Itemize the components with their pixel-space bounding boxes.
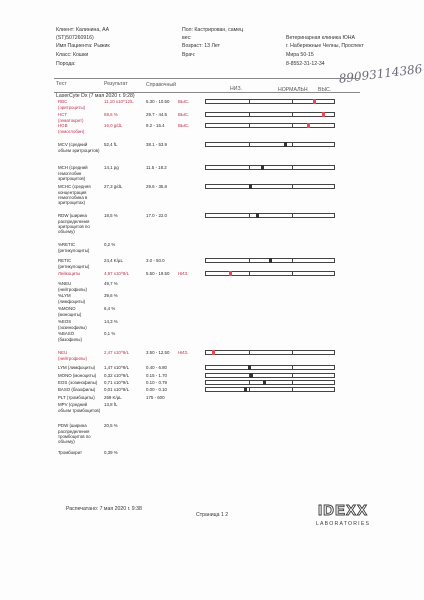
range-boundary — [249, 271, 250, 276]
range-boundary — [249, 142, 250, 147]
result-marker — [229, 271, 232, 276]
col-high: ВЫС. — [318, 87, 332, 93]
clinic-name: Ветеринарная клиника ЮНА — [286, 35, 355, 41]
pet-sex: Пол: Кастрирован, самец — [182, 27, 244, 33]
test-subtitle: (нейтрофилы) — [58, 356, 87, 361]
result-marker — [322, 112, 325, 117]
range-boundary — [249, 350, 250, 355]
pet-class: Класс: Кошки — [56, 52, 89, 58]
handwritten-phone: 89093114386 — [338, 61, 424, 86]
test-name: EOS (эозинофилы) — [58, 380, 98, 385]
range-boundary — [249, 213, 250, 218]
test-name: BASO (базофилы) — [58, 387, 96, 392]
test-name: MONO (моноциты) — [58, 373, 97, 378]
range-boundary — [292, 142, 293, 147]
result-marker — [249, 184, 252, 189]
test-reference: 0.00 - 0.10 — [146, 387, 167, 392]
test-name: %EOS — [58, 319, 72, 324]
test-reference: 5.50 - 19.50 — [146, 271, 170, 276]
test-name: RETIC — [58, 258, 72, 263]
result-marker — [313, 99, 316, 104]
test-reference: 0.15 - 1.70 — [146, 373, 167, 378]
test-subtitle: объем тромбоцитов) — [58, 408, 101, 413]
clinic-address-2: Мира 50-15 — [286, 52, 314, 58]
test-value: 14,3 % — [104, 319, 118, 324]
test-value: 20,5 % — [104, 423, 118, 428]
range-scale — [205, 165, 335, 170]
test-value: 0,39 % — [104, 450, 118, 455]
test-name: RDW (ширина — [58, 213, 87, 218]
test-subtitle: (моноциты) — [58, 312, 82, 317]
range-scale — [205, 380, 335, 385]
test-value: 16,0 g/dL — [104, 123, 123, 128]
test-value: 269 K/µL — [104, 395, 122, 400]
test-reference: 11.5 - 18.2 — [146, 165, 167, 170]
clinic-phone: 8-8552-31-12-34 — [286, 61, 325, 67]
test-name: HGB — [58, 123, 68, 128]
col-result: Результат — [104, 81, 128, 87]
range-boundary — [249, 387, 250, 392]
test-reference: 29.6 - 35.8 — [146, 184, 167, 189]
test-value: 27,3 g/dL — [104, 184, 123, 189]
test-subtitle: гемоглобин эритроцитов) — [58, 171, 86, 181]
test-subtitle: (базофилы) — [58, 337, 82, 342]
range-scale — [205, 123, 335, 128]
pet-weight: вес: — [182, 35, 192, 41]
col-test: Тест — [56, 81, 67, 87]
doctor: Врач: — [182, 52, 196, 58]
test-subtitle: распределения эритроцитов по объему) — [58, 219, 90, 234]
client-name: Клиент: Калинина, АА — [56, 27, 110, 33]
header-divider — [54, 78, 360, 79]
test-flag: ВЫС. — [178, 99, 190, 104]
test-value: 0,32 x10^9/L — [104, 373, 130, 378]
result-marker — [250, 373, 253, 378]
range-boundary — [292, 365, 293, 370]
range-boundary — [292, 258, 293, 263]
test-name: %BASO — [58, 331, 75, 336]
test-value: 39,6 % — [104, 293, 118, 298]
logo-subtitle: LABORATORIES — [315, 521, 371, 527]
test-name: MCV (средний — [58, 142, 88, 147]
pet-breed: Породa: — [56, 61, 76, 67]
result-marker — [307, 123, 310, 128]
test-flag: НИЗ. — [178, 271, 189, 276]
test-value: 14,1 pg — [104, 165, 119, 170]
test-value: 1,47 x10^9/L — [104, 365, 130, 370]
client-id: (ST)507260916) — [56, 35, 94, 41]
test-name: %MONO — [58, 306, 76, 311]
test-name: RBC — [58, 99, 68, 104]
col-normal: НОРМАЛЬН — [278, 87, 308, 93]
test-name: %LYM — [58, 293, 71, 298]
test-subtitle: (эритроциты) — [58, 105, 86, 110]
test-value: 0,2 % — [104, 242, 116, 247]
test-subtitle: распределения тромбоцитов по объему) — [58, 429, 91, 444]
test-reference: 5.30 - 10.50 — [146, 99, 170, 104]
range-boundary — [292, 271, 293, 276]
range-boundary — [249, 165, 250, 170]
test-name: MCH (средний — [58, 165, 88, 170]
range-boundary — [249, 380, 250, 385]
test-value: 49,7 % — [104, 281, 118, 286]
range-boundary — [292, 380, 293, 385]
test-value: 0,71 x10^9/L — [104, 380, 130, 385]
test-value: 0,1 % — [104, 331, 116, 336]
test-subtitle: концентрация гемоглобина в эритроцитах) — [58, 190, 88, 205]
test-name: PLT (тромбоциты) — [58, 395, 95, 400]
range-scale — [205, 350, 335, 355]
test-reference: 3.50 - 12.50 — [146, 350, 170, 355]
test-name: Лейкоциты — [58, 271, 81, 276]
test-name: MCHC (средняя — [58, 184, 91, 189]
test-flag: ВЫС. — [178, 112, 190, 117]
test-name: MPV (средний — [58, 402, 88, 407]
test-value: 4,97 x10^9/L — [104, 271, 130, 276]
test-name: %RETIC — [58, 242, 76, 247]
result-marker — [269, 258, 272, 263]
idexx-logo — [315, 500, 371, 535]
page-number: Страница 1 2 — [196, 512, 229, 518]
result-marker — [244, 387, 247, 392]
clinic-address-1: г. Набережные Челны, Проспект — [286, 43, 364, 49]
range-boundary — [249, 123, 250, 128]
range-scale — [205, 258, 335, 263]
test-name: LYM (лимфоциты) — [58, 365, 96, 370]
test-value: 18,5 % — [104, 213, 118, 218]
test-subtitle: (ретикулоциты) — [58, 264, 90, 269]
range-scale — [205, 142, 335, 147]
result-marker — [256, 213, 259, 218]
test-reference: 0.40 - 6.80 — [146, 365, 167, 370]
range-boundary — [249, 99, 250, 104]
test-subtitle: (эозинофилы) — [58, 325, 87, 330]
test-value: 52,4 fL — [104, 142, 118, 147]
test-value: 0,01 x10^9/L — [104, 387, 130, 392]
logo-wordmark: IDEXX — [317, 502, 369, 519]
test-subtitle: (гемоглобин) — [58, 129, 85, 134]
test-subtitle: (гематокрит) — [58, 118, 84, 123]
test-value: 11,10 x10^12/L — [104, 99, 134, 104]
result-marker — [284, 142, 287, 147]
range-scale — [205, 387, 335, 392]
test-reference: 38.1 - 53.9 — [146, 142, 167, 147]
test-name: Тромбокрит — [58, 450, 83, 455]
test-value: 6,4 % — [104, 306, 116, 311]
range-boundary — [292, 213, 293, 218]
range-boundary — [249, 112, 250, 117]
result-marker — [263, 380, 266, 385]
test-subtitle: (лимфоциты) — [58, 299, 86, 304]
printed-date: Распечатано: 7 мая 2020 г. 9:38 — [66, 506, 142, 512]
pet-name: Имя Пациента: Рыжик — [56, 43, 110, 49]
range-boundary — [292, 387, 293, 392]
test-flag: НИЗ. — [178, 350, 189, 355]
test-value: 58,6 % — [104, 112, 118, 117]
test-flag: ВЫС. — [178, 123, 190, 128]
test-reference: 3.0 - 50.0 — [146, 258, 165, 263]
test-value: 13,8 fL — [104, 402, 118, 407]
range-boundary — [292, 123, 293, 128]
result-marker — [248, 365, 251, 370]
test-subtitle: (ретикулоциты) — [58, 248, 90, 253]
range-boundary — [292, 99, 293, 104]
range-scale — [205, 99, 335, 104]
range-boundary — [292, 373, 293, 378]
test-reference: 29.7 - 44.5 — [146, 112, 167, 117]
range-boundary — [292, 112, 293, 117]
test-value: 24,4 K/µL — [104, 258, 123, 263]
col-reference: Справочный — [146, 82, 176, 88]
range-scale — [205, 365, 335, 370]
range-boundary — [249, 258, 250, 263]
range-scale — [205, 373, 335, 378]
test-reference: 0.10 - 0.79 — [146, 380, 167, 385]
test-name: HCT — [58, 112, 68, 117]
test-name: PDW (ширина — [58, 423, 87, 428]
range-scale — [205, 112, 335, 117]
section-title: LaserCyte Dx (7 мая 2020 г. 9:28) — [56, 93, 135, 99]
test-value: 2,47 x10^9/L — [104, 350, 130, 355]
range-boundary — [292, 350, 293, 355]
test-reference: 9.2 - 15.4 — [146, 123, 165, 128]
range-scale — [205, 271, 335, 276]
idexx-logo-mark — [315, 500, 371, 530]
test-reference: 175 - 600 — [146, 395, 165, 400]
test-reference: 17.0 - 22.0 — [146, 213, 167, 218]
range-scale — [205, 184, 335, 189]
range-boundary — [292, 165, 293, 170]
result-marker — [212, 350, 215, 355]
col-low: НИЗ. — [230, 86, 243, 92]
test-name: NEU — [58, 350, 68, 355]
test-subtitle: (нейтрофилы) — [58, 287, 87, 292]
test-subtitle: объем эритроцитов) — [58, 148, 100, 153]
result-marker — [261, 165, 264, 170]
pet-age: Возраст: 13 Лет — [182, 43, 220, 49]
test-name: %NEU — [58, 281, 72, 286]
range-boundary — [292, 184, 293, 189]
range-scale — [205, 213, 335, 218]
